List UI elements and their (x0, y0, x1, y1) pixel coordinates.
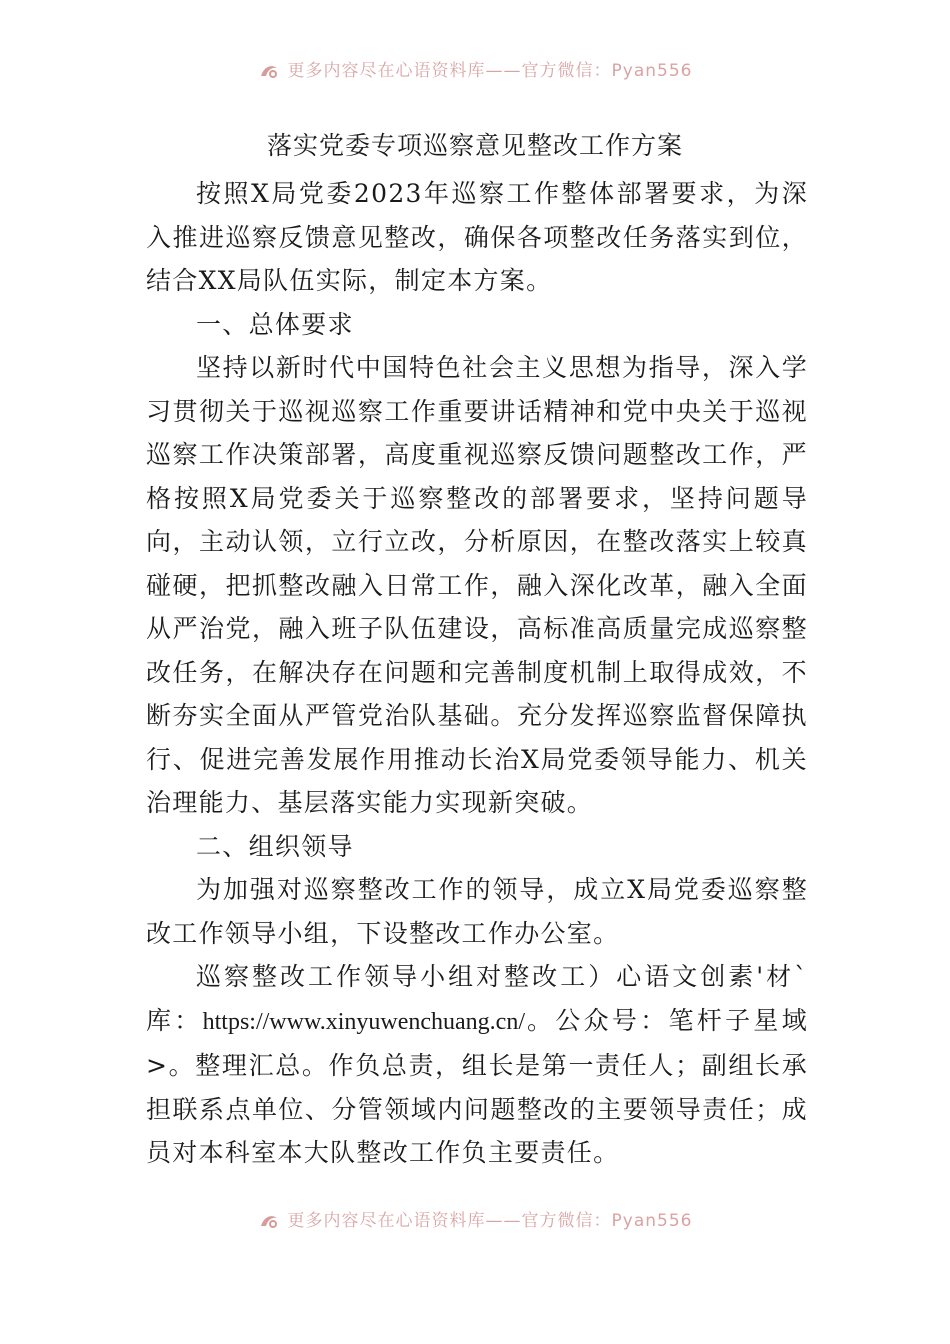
watermark-text: 更多内容尽在心语资料库——官方微信：Pyan556 (287, 61, 693, 81)
watermark-text: 更多内容尽在心语资料库——官方微信：Pyan556 (287, 1211, 693, 1231)
general-requirements-paragraph: 坚持以新时代中国特色社会主义思想为指导，深入学习贯彻关于巡视巡察工作重要讲话精神和党中央关于巡视巡察工作决策部署，高度重视巡察反馈问题整改工作，严格按照X局党委关于巡察整改的部署要求，坚持问题导向，主动认领，立行立改，分析原因，在整改落实上较真碰硬，把抓整改融入日常工作，融入深化改革，融入全面从严治党，融入班子队伍建设，高标准高质量完成巡察整改任务，在解决存在问题和完善制度机制上取得成效，不断夯实全面从严管党治队基础。充分发挥巡察监督保障执行、促进完善发展作用推动长治X局党委领导能力、机关治理能力、基层落实能力实现新突破。 (146, 353, 808, 817)
duty-text-suffix: 。公众号：笔杆子星域>。整理汇总。作负总责，组长是第一责任人；副组长承担联系点单位、分管领域内问题整改的主要领导责任；成员对本科室本大队整改工作负主要责任。 (146, 1005, 808, 1167)
website-link[interactable]: https://www.xinyuwenchuang.cn/ (202, 1008, 526, 1035)
duty-text-prefix: 巡察整改工作领导小组对整改工）心语文创素'材`库： (146, 962, 808, 1035)
intro-paragraph: 按照X局党委2023年巡察工作整体部署要求，为深入推进巡察反馈意见整改，确保各项整改任务落实到位，结合XX局队伍实际，制定本方案。 (146, 179, 808, 295)
leadership-duty-paragraph (146, 955, 808, 1175)
logo-icon (258, 1212, 280, 1230)
organization-paragraph: 为加强对巡察整改工作的领导，成立X局党委巡察整改工作领导小组，下设整改工作办公室。 (146, 875, 808, 948)
section-heading-organization: 二、组织领导 (196, 831, 354, 861)
page-title: 落实党委专项巡察意见整改工作方案 (266, 131, 683, 160)
logo-icon (258, 62, 280, 80)
section-heading-general-requirements: 一、总体要求 (196, 309, 354, 339)
watermark-header (0, 59, 950, 83)
watermark-footer (0, 1209, 950, 1233)
document-body (146, 172, 808, 1175)
